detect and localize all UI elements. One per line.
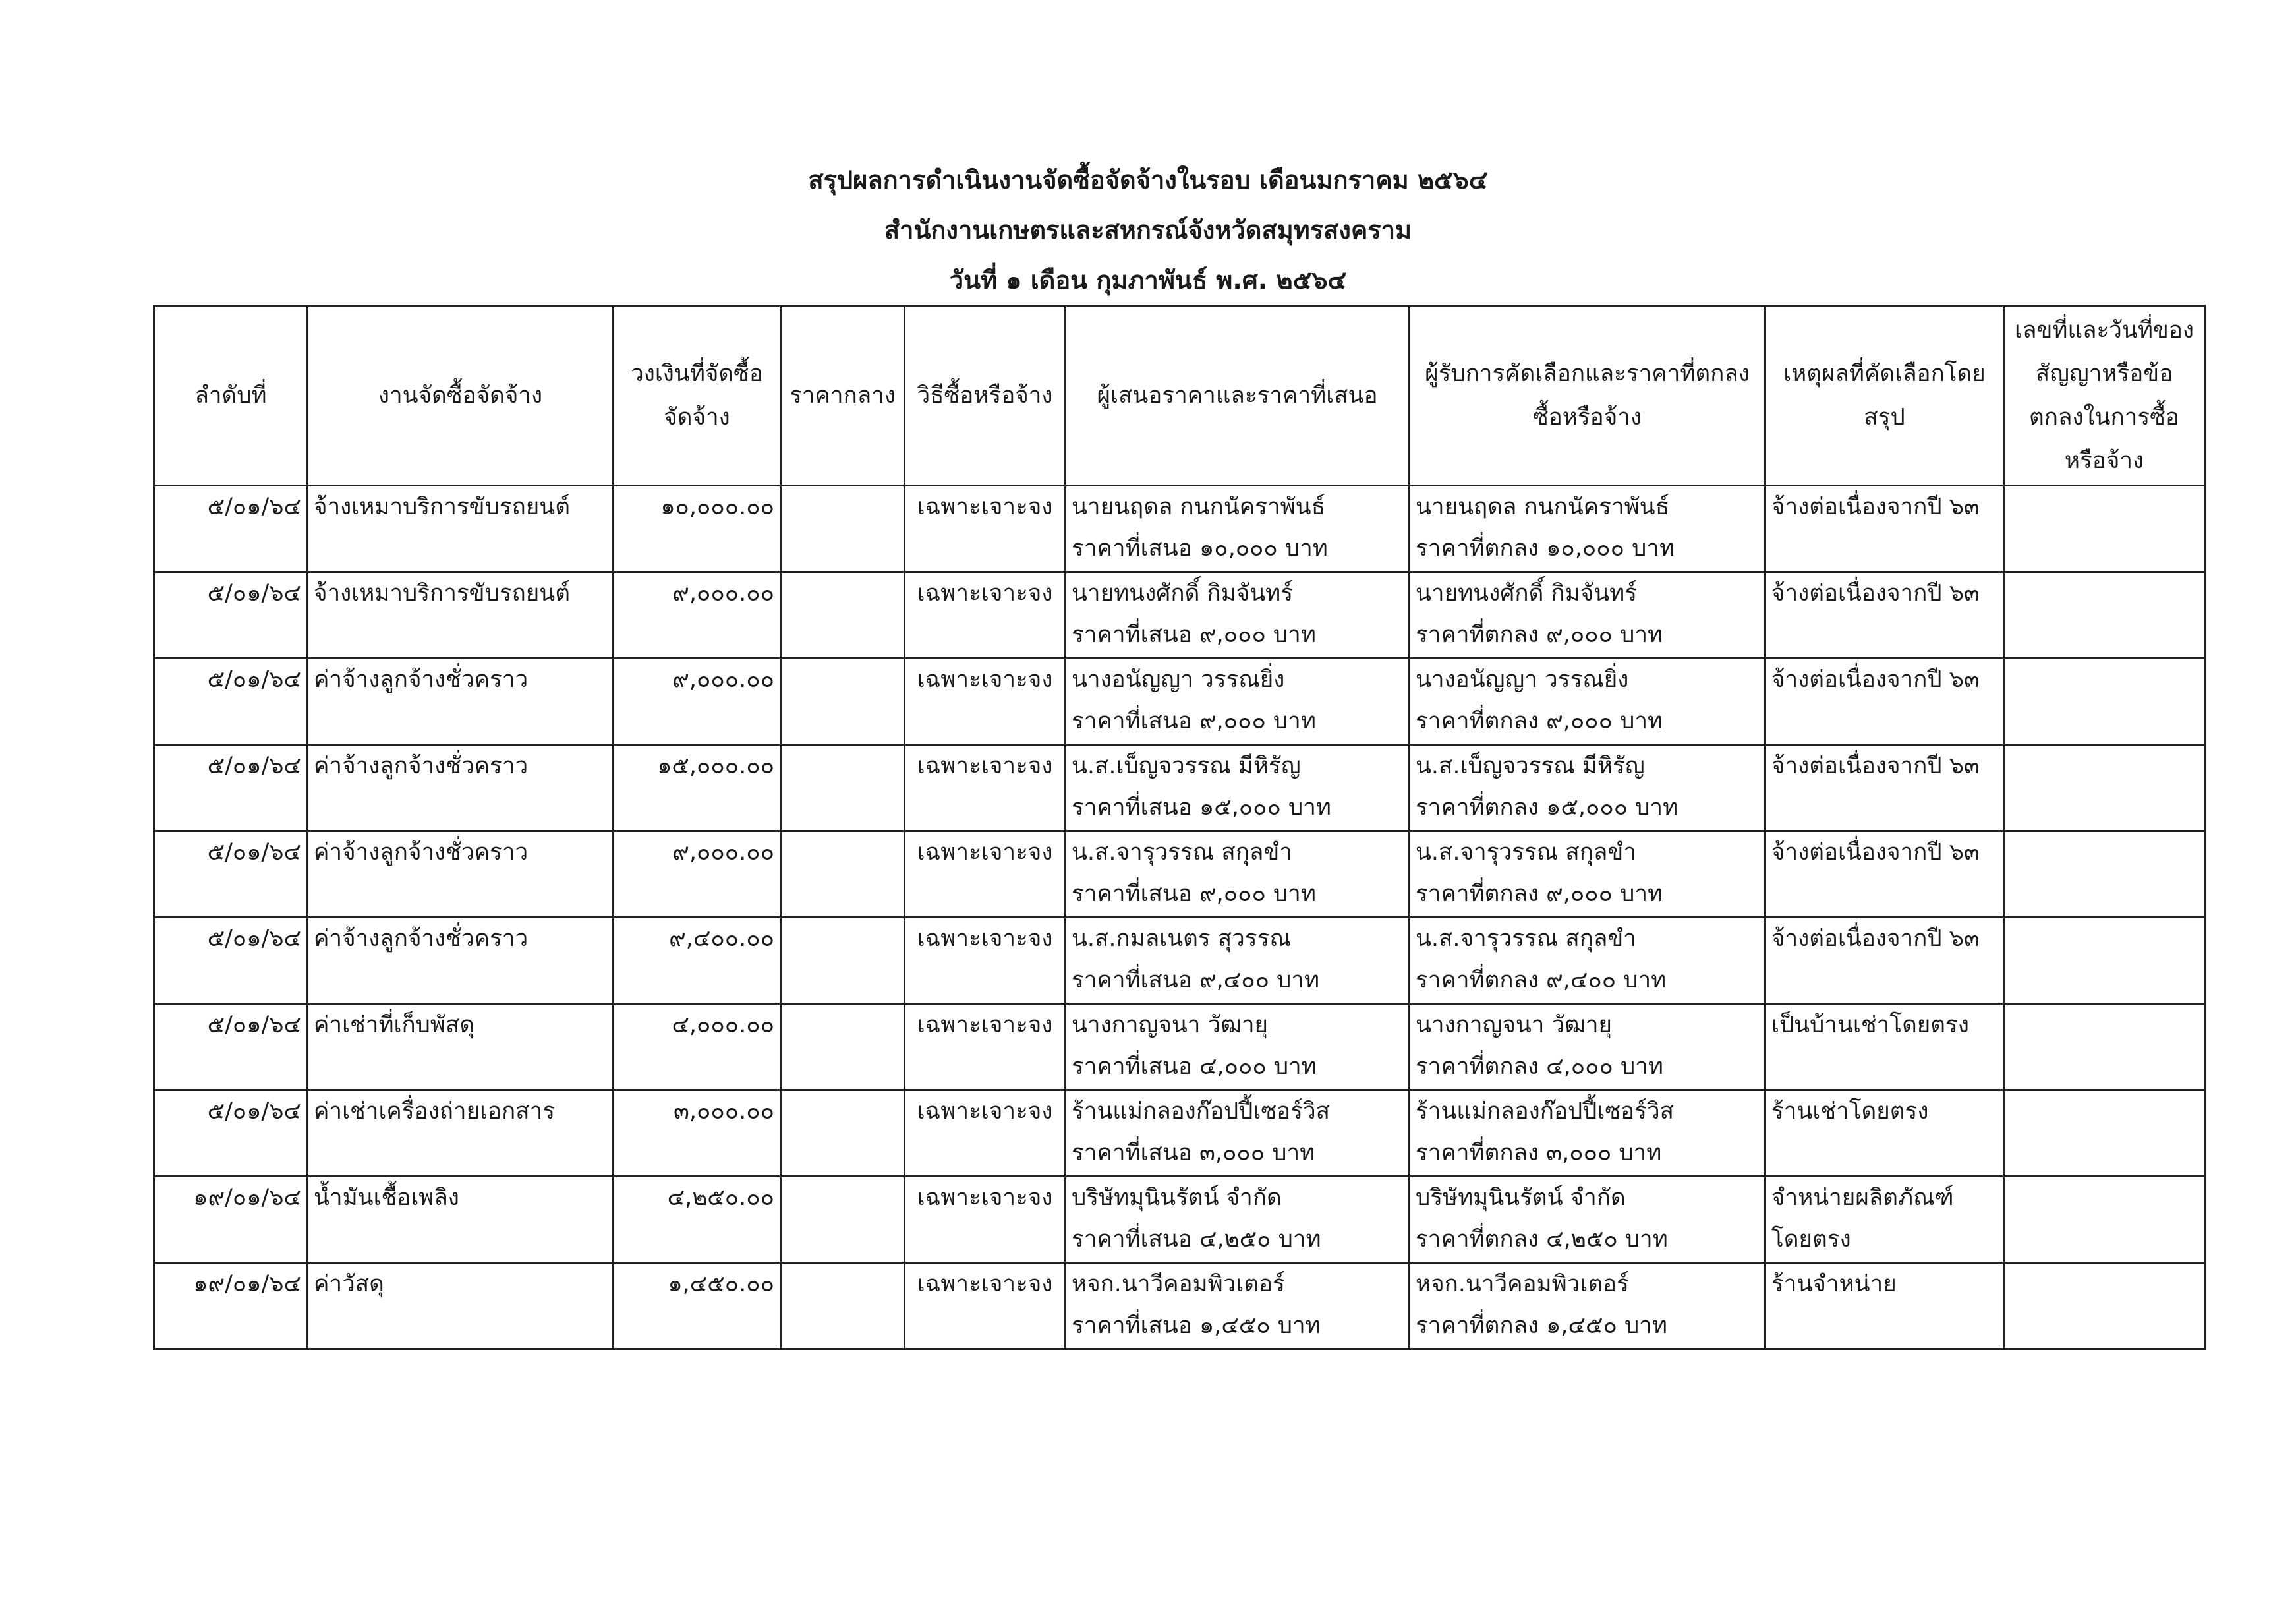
cell-reason <box>1765 1177 2004 1263</box>
cell-winner <box>1410 659 1765 745</box>
cell-reason: ร้านจำหน่าย <box>1765 1263 2004 1349</box>
winner-name: นายนฤดล กนกนัคราพันธ์ <box>1416 494 1669 520</box>
cell-seq: ๕/๐๑/๖๔ <box>154 572 308 659</box>
table-row <box>154 1263 2205 1349</box>
cell-budget: ๔,๐๐๐.๐๐ <box>614 1004 781 1090</box>
cell-task: ค่าวัสดุ <box>308 1263 614 1349</box>
agreed-price: ราคาที่ตกลง ๑,๔๕๐ บาท <box>1416 1312 1667 1339</box>
cell-task: ค่าจ้างลูกจ้างชั่วคราว <box>308 831 614 918</box>
bid-price: ราคาที่เสนอ ๙,๐๐๐ บาท <box>1072 881 1316 907</box>
bidder-name: บริษัทมุนินรัตน์ จำกัด <box>1072 1185 1282 1211</box>
cell-budget: ๙,๐๐๐.๐๐ <box>614 659 781 745</box>
cell-bidder <box>1066 659 1410 745</box>
agreed-price: ราคาที่ตกลง ๑๕,๐๐๐ บาท <box>1416 794 1679 821</box>
col-header-method: วิธีซื้อหรือจ้าง <box>905 306 1066 486</box>
cell-winner <box>1410 918 1765 1004</box>
cell-method: เฉพาะเจาะจง <box>905 1004 1066 1090</box>
cell-contract <box>2004 1177 2205 1263</box>
cell-contract <box>2004 831 2205 918</box>
col-header-bidders: ผู้เสนอราคาและราคาที่เสนอ <box>1066 306 1410 486</box>
cell-contract <box>2004 745 2205 831</box>
cell-budget: ๑๐,๐๐๐.๐๐ <box>614 486 781 572</box>
cell-bidder <box>1066 486 1410 572</box>
col-header-winner: ผู้รับการคัดเลือกและราคาที่ตกลงซื้อหรือจ้าง <box>1410 306 1765 486</box>
cell-bidder <box>1066 572 1410 659</box>
cell-winner <box>1410 1263 1765 1349</box>
table-row <box>154 745 2205 831</box>
winner-name: น.ส.จารุวรรณ สกุลขำ <box>1416 839 1636 866</box>
bidder-name: น.ส.กมลเนตร สุวรรณ <box>1072 926 1291 952</box>
cell-method: เฉพาะเจาะจง <box>905 745 1066 831</box>
cell-bidder <box>1066 831 1410 918</box>
agreed-price: ราคาที่ตกลง ๙,๐๐๐ บาท <box>1416 708 1663 734</box>
cell-method: เฉพาะเจาะจง <box>905 486 1066 572</box>
col-header-seq: ลำดับที่ <box>154 306 308 486</box>
table-row <box>154 831 2205 918</box>
document-title: สรุปผลการดำเนินงานจัดซื้อจัดจ้างในรอบ เดือนมกราคม ๒๕๖๔ <box>808 165 1488 194</box>
bidder-name: นายทนงศักดิ์ กิมจันทร์ <box>1072 580 1294 606</box>
bid-price: ราคาที่เสนอ ๓,๐๐๐ บาท <box>1072 1140 1315 1166</box>
cell-task: ค่าจ้างลูกจ้างชั่วคราว <box>308 659 614 745</box>
cell-reason: จ้างต่อเนื่องจากปี ๖๓ <box>1765 831 2004 918</box>
bid-price: ราคาที่เสนอ ๑,๔๕๐ บาท <box>1072 1312 1321 1339</box>
bid-price: ราคาที่เสนอ ๔,๐๐๐ บาท <box>1072 1053 1317 1080</box>
cell-seq: ๕/๐๑/๖๔ <box>154 486 308 572</box>
winner-name: น.ส.จารุวรรณ สกุลขำ <box>1416 926 1636 952</box>
cell-median <box>781 1177 905 1263</box>
winner-name: น.ส.เบ็ญจวรรณ มีหิรัญ <box>1416 753 1645 779</box>
cell-task: ค่าจ้างลูกจ้างชั่วคราว <box>308 745 614 831</box>
cell-winner <box>1410 745 1765 831</box>
bidder-name: นายนฤดล กนกนัคราพันธ์ <box>1072 494 1325 520</box>
cell-seq: ๑๙/๐๑/๖๔ <box>154 1263 308 1349</box>
cell-method: เฉพาะเจาะจง <box>905 1177 1066 1263</box>
report-date: วันที่ ๑ เดือน กุมภาพันธ์ พ.ศ. ๒๕๖๔ <box>949 266 1347 295</box>
cell-seq: ๕/๐๑/๖๔ <box>154 659 308 745</box>
reason-text: จำหน่ายผลิตภัณฑ์ <box>1771 1185 1954 1211</box>
cell-method: เฉพาะเจาะจง <box>905 1090 1066 1177</box>
cell-reason: จ้างต่อเนื่องจากปี ๖๓ <box>1765 918 2004 1004</box>
cell-winner <box>1410 1090 1765 1177</box>
cell-budget: ๙,๐๐๐.๐๐ <box>614 572 781 659</box>
procurement-table <box>153 305 2206 1350</box>
cell-method: เฉพาะเจาะจง <box>905 659 1066 745</box>
cell-task: จ้างเหมาบริการขับรถยนต์ <box>308 486 614 572</box>
table-row <box>154 918 2205 1004</box>
cell-task: ค่าจ้างลูกจ้างชั่วคราว <box>308 918 614 1004</box>
bidder-name: นางกาญจนา วัฒายุ <box>1072 1012 1268 1038</box>
cell-contract <box>2004 1263 2205 1349</box>
bid-price: ราคาที่เสนอ ๙,๔๐๐ บาท <box>1072 967 1320 993</box>
winner-name: นายทนงศักดิ์ กิมจันทร์ <box>1416 580 1638 606</box>
agreed-price: ราคาที่ตกลง ๓,๐๐๐ บาท <box>1416 1140 1662 1166</box>
cell-bidder <box>1066 745 1410 831</box>
cell-budget: ๙,๔๐๐.๐๐ <box>614 918 781 1004</box>
cell-reason: เป็นบ้านเช่าโดยตรง <box>1765 1004 2004 1090</box>
cell-winner <box>1410 831 1765 918</box>
cell-seq: ๕/๐๑/๖๔ <box>154 831 308 918</box>
cell-median <box>781 745 905 831</box>
table-row <box>154 1090 2205 1177</box>
table-row <box>154 1177 2205 1263</box>
bid-price: ราคาที่เสนอ ๑๕,๐๐๐ บาท <box>1072 794 1331 821</box>
cell-median <box>781 1263 905 1349</box>
col-header-task: งานจัดซื้อจัดจ้าง <box>308 306 614 486</box>
bidder-name: ร้านแม่กลองก๊อปปี้เซอร์วิส <box>1072 1098 1330 1125</box>
agreed-price: ราคาที่ตกลง ๙,๐๐๐ บาท <box>1416 881 1663 907</box>
table-row <box>154 572 2205 659</box>
cell-reason: ร้านเช่าโดยตรง <box>1765 1090 2004 1177</box>
cell-budget: ๓,๐๐๐.๐๐ <box>614 1090 781 1177</box>
col-header-contract: เลขที่และวันที่ของสัญญาหรือข้อตกลงในการซื้อหรือจ้าง <box>2004 306 2205 486</box>
agreed-price: ราคาที่ตกลง ๑๐,๐๐๐ บาท <box>1416 535 1675 562</box>
cell-contract <box>2004 572 2205 659</box>
cell-median <box>781 486 905 572</box>
cell-median <box>781 831 905 918</box>
cell-task: น้ำมันเชื้อเพลิง <box>308 1177 614 1263</box>
cell-reason: จ้างต่อเนื่องจากปี ๖๓ <box>1765 745 2004 831</box>
bid-price: ราคาที่เสนอ ๙,๐๐๐ บาท <box>1072 708 1316 734</box>
bidder-name: นางอนัญญา วรรณยิ่ง <box>1072 666 1285 693</box>
cell-reason: จ้างต่อเนื่องจากปี ๖๓ <box>1765 659 2004 745</box>
cell-contract <box>2004 486 2205 572</box>
cell-contract <box>2004 1090 2205 1177</box>
cell-budget: ๙,๐๐๐.๐๐ <box>614 831 781 918</box>
winner-name: ร้านแม่กลองก๊อปปี้เซอร์วิส <box>1416 1098 1674 1125</box>
cell-budget: ๑,๔๕๐.๐๐ <box>614 1263 781 1349</box>
cell-method: เฉพาะเจาะจง <box>905 918 1066 1004</box>
cell-method: เฉพาะเจาะจง <box>905 831 1066 918</box>
cell-reason: จ้างต่อเนื่องจากปี ๖๓ <box>1765 486 2004 572</box>
agreed-price: ราคาที่ตกลง ๙,๐๐๐ บาท <box>1416 622 1663 648</box>
bid-price: ราคาที่เสนอ ๑๐,๐๐๐ บาท <box>1072 535 1328 562</box>
bidder-name: น.ส.เบ็ญจวรรณ มีหิรัญ <box>1072 753 1301 779</box>
cell-task: ค่าเช่าเครื่องถ่ายเอกสาร <box>308 1090 614 1177</box>
cell-budget: ๔,๒๕๐.๐๐ <box>614 1177 781 1263</box>
cell-budget: ๑๕,๐๐๐.๐๐ <box>614 745 781 831</box>
header-row <box>154 306 2205 486</box>
cell-winner <box>1410 1177 1765 1263</box>
cell-method: เฉพาะเจาะจง <box>905 1263 1066 1349</box>
agreed-price: ราคาที่ตกลง ๔,๐๐๐ บาท <box>1416 1053 1663 1080</box>
cell-median <box>781 918 905 1004</box>
agreed-price: ราคาที่ตกลง ๔,๒๕๐ บาท <box>1416 1226 1668 1252</box>
agreed-price: ราคาที่ตกลง ๙,๔๐๐ บาท <box>1416 967 1667 993</box>
cell-median <box>781 1004 905 1090</box>
cell-winner <box>1410 1004 1765 1090</box>
winner-name: หจก.นาวีคอมพิวเตอร์ <box>1416 1271 1629 1297</box>
cell-bidder <box>1066 1090 1410 1177</box>
col-header-reason: เหตุผลที่คัดเลือกโดยสรุป <box>1765 306 2004 486</box>
cell-seq: ๕/๐๑/๖๔ <box>154 745 308 831</box>
bidder-name: น.ส.จารุวรรณ สกุลขำ <box>1072 839 1292 866</box>
cell-method: เฉพาะเจาะจง <box>905 572 1066 659</box>
col-header-median: ราคากลาง <box>781 306 905 486</box>
cell-reason: จ้างต่อเนื่องจากปี ๖๓ <box>1765 572 2004 659</box>
winner-name: นางกาญจนา วัฒายุ <box>1416 1012 1612 1038</box>
cell-median <box>781 572 905 659</box>
cell-seq: ๑๙/๐๑/๖๔ <box>154 1177 308 1263</box>
cell-seq: ๕/๐๑/๖๔ <box>154 918 308 1004</box>
bidder-name: หจก.นาวีคอมพิวเตอร์ <box>1072 1271 1285 1297</box>
col-header-budget: วงเงินที่จัดซื้อจัดจ้าง <box>614 306 781 486</box>
cell-task: จ้างเหมาบริการขับรถยนต์ <box>308 572 614 659</box>
table-row <box>154 659 2205 745</box>
document-header <box>0 155 2296 305</box>
cell-contract <box>2004 918 2205 1004</box>
cell-contract <box>2004 659 2205 745</box>
cell-bidder <box>1066 1177 1410 1263</box>
winner-name: นางอนัญญา วรรณยิ่ง <box>1416 666 1629 693</box>
cell-winner <box>1410 486 1765 572</box>
bid-price: ราคาที่เสนอ ๙,๐๐๐ บาท <box>1072 622 1316 648</box>
cell-bidder <box>1066 1004 1410 1090</box>
table-row <box>154 486 2205 572</box>
cell-bidder <box>1066 1263 1410 1349</box>
cell-seq: ๕/๐๑/๖๔ <box>154 1004 308 1090</box>
cell-median <box>781 659 905 745</box>
reason-text-line2: โดยตรง <box>1771 1226 1851 1252</box>
cell-median <box>781 1090 905 1177</box>
winner-name: บริษัทมุนินรัตน์ จำกัด <box>1416 1185 1626 1211</box>
cell-winner <box>1410 572 1765 659</box>
office-name: สำนักงานเกษตรและสหกรณ์จังหวัดสมุทรสงคราม <box>884 216 1412 245</box>
cell-seq: ๕/๐๑/๖๔ <box>154 1090 308 1177</box>
table-row <box>154 1004 2205 1090</box>
bid-price: ราคาที่เสนอ ๔,๒๕๐ บาท <box>1072 1226 1321 1252</box>
cell-task: ค่าเช่าที่เก็บพัสดุ <box>308 1004 614 1090</box>
cell-contract <box>2004 1004 2205 1090</box>
cell-bidder <box>1066 918 1410 1004</box>
